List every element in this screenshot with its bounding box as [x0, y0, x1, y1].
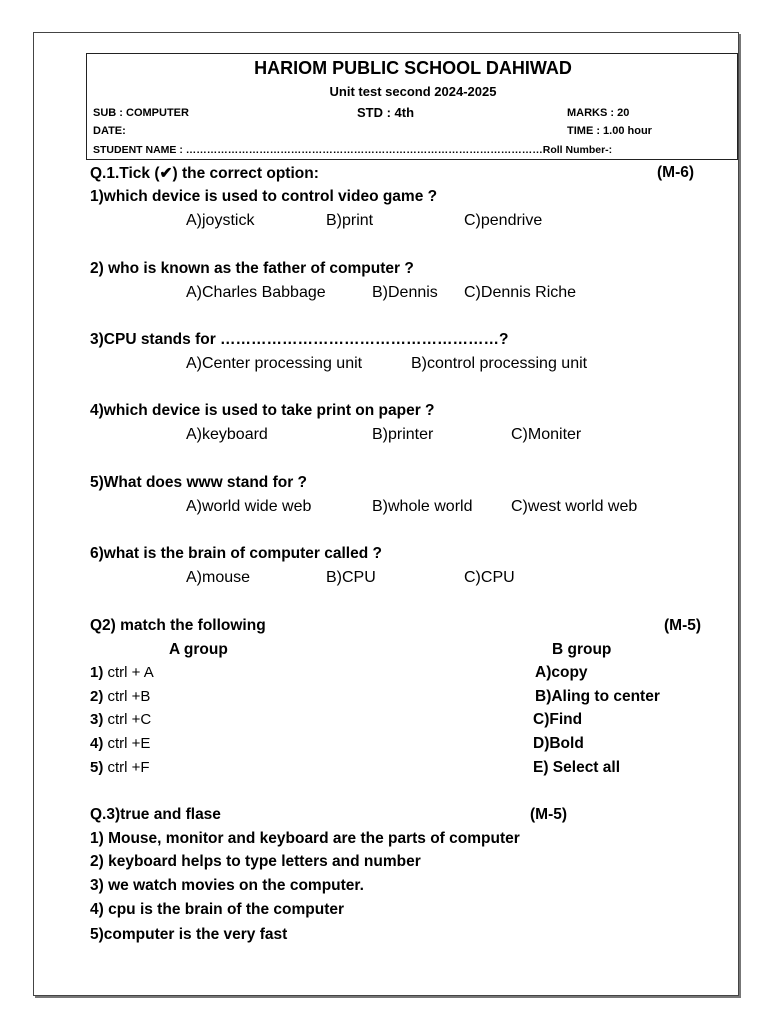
match-item-a: 1) ctrl + A — [90, 664, 154, 681]
q1-option: C)Moniter — [511, 426, 582, 443]
match-item-a: 4) ctrl +E — [90, 735, 151, 752]
match-item-a: 2) ctrl +B — [90, 688, 151, 705]
q2-marks: (M-5) — [664, 617, 702, 634]
q1-option: A)Charles Babbage — [186, 284, 326, 301]
q1-option: B)Dennis — [372, 284, 438, 301]
q1-option: B)printer — [372, 426, 434, 443]
statement-item: 4) cpu is the brain of the computer — [90, 901, 345, 918]
q1-option: A)world wide web — [186, 498, 312, 515]
q1-option: A)mouse — [186, 569, 251, 586]
marks-label: MARKS : 20 — [567, 107, 630, 119]
exam-header — [86, 53, 738, 160]
q3-title: Q.3)true and flase — [90, 806, 221, 823]
school-name: HARIOM PUBLIC SCHOOL DAHIWAD — [254, 58, 572, 78]
q1-option: B)whole world — [372, 498, 473, 515]
q1-question: 6)what is the brain of computer called ? — [90, 545, 382, 562]
q1-option: C)Dennis Riche — [464, 284, 577, 301]
q1-option: C)CPU — [464, 569, 515, 586]
q1-option: C)west world web — [511, 498, 638, 515]
statement-item: 1) Mouse, monitor and keyboard are the parts of computer — [90, 830, 520, 847]
a-group-heading: A group — [169, 641, 228, 658]
match-item-b: D)Bold — [533, 735, 584, 752]
q1-question: 2) who is known as the father of computer ? — [90, 260, 414, 277]
match-item-a: 3) ctrl +C — [90, 711, 152, 728]
subject-label: SUB : COMPUTER — [93, 107, 189, 119]
q1-marks: (M-6) — [657, 164, 695, 181]
match-item-b: E) Select all — [533, 759, 621, 776]
statement-item: 5)computer is the very fast — [90, 926, 288, 943]
q3-marks: (M-5) — [530, 806, 568, 823]
date-label: DATE: — [93, 125, 126, 137]
student-name-line: STUDENT NAME : …………………………………………………………………………………………Roll Number-: — [93, 144, 613, 156]
q1-question: 1)which device is used to control video game ? — [90, 188, 438, 205]
std-label: STD : 4th — [357, 105, 415, 120]
time-label: TIME : 1.00 hour — [567, 125, 652, 137]
statement-item: 2) keyboard helps to type letters and number — [90, 853, 421, 870]
q1-option: B)print — [326, 212, 374, 229]
match-item-a: 5) ctrl +F — [90, 759, 150, 776]
match-item-b: A)copy — [535, 664, 588, 681]
q1-option: A)joystick — [186, 212, 255, 229]
match-item-b: C)Find — [533, 711, 583, 728]
q1-title: Q.1.Tick (✔) the correct option: — [90, 165, 319, 182]
q1-option: A)Center processing unit — [186, 355, 363, 372]
exam-title: Unit test second 2024-2025 — [329, 84, 497, 99]
q1-question: 3)CPU stands for ………………………………………………? — [90, 331, 509, 348]
b-group-heading: B group — [552, 641, 612, 658]
q1-option: A)keyboard — [186, 426, 268, 443]
q1-question: 4)which device is used to take print on paper ? — [90, 402, 435, 419]
q1-option: B)CPU — [326, 569, 376, 586]
q1-option: B)control processing unit — [411, 355, 588, 372]
match-item-b: B)Aling to center — [535, 688, 660, 705]
q1-question: 5)What does www stand for ? — [90, 474, 308, 491]
q2-title: Q2) match the following — [90, 617, 266, 634]
q1-option: C)pendrive — [464, 212, 543, 229]
statement-item: 3) we watch movies on the computer. — [90, 877, 364, 894]
